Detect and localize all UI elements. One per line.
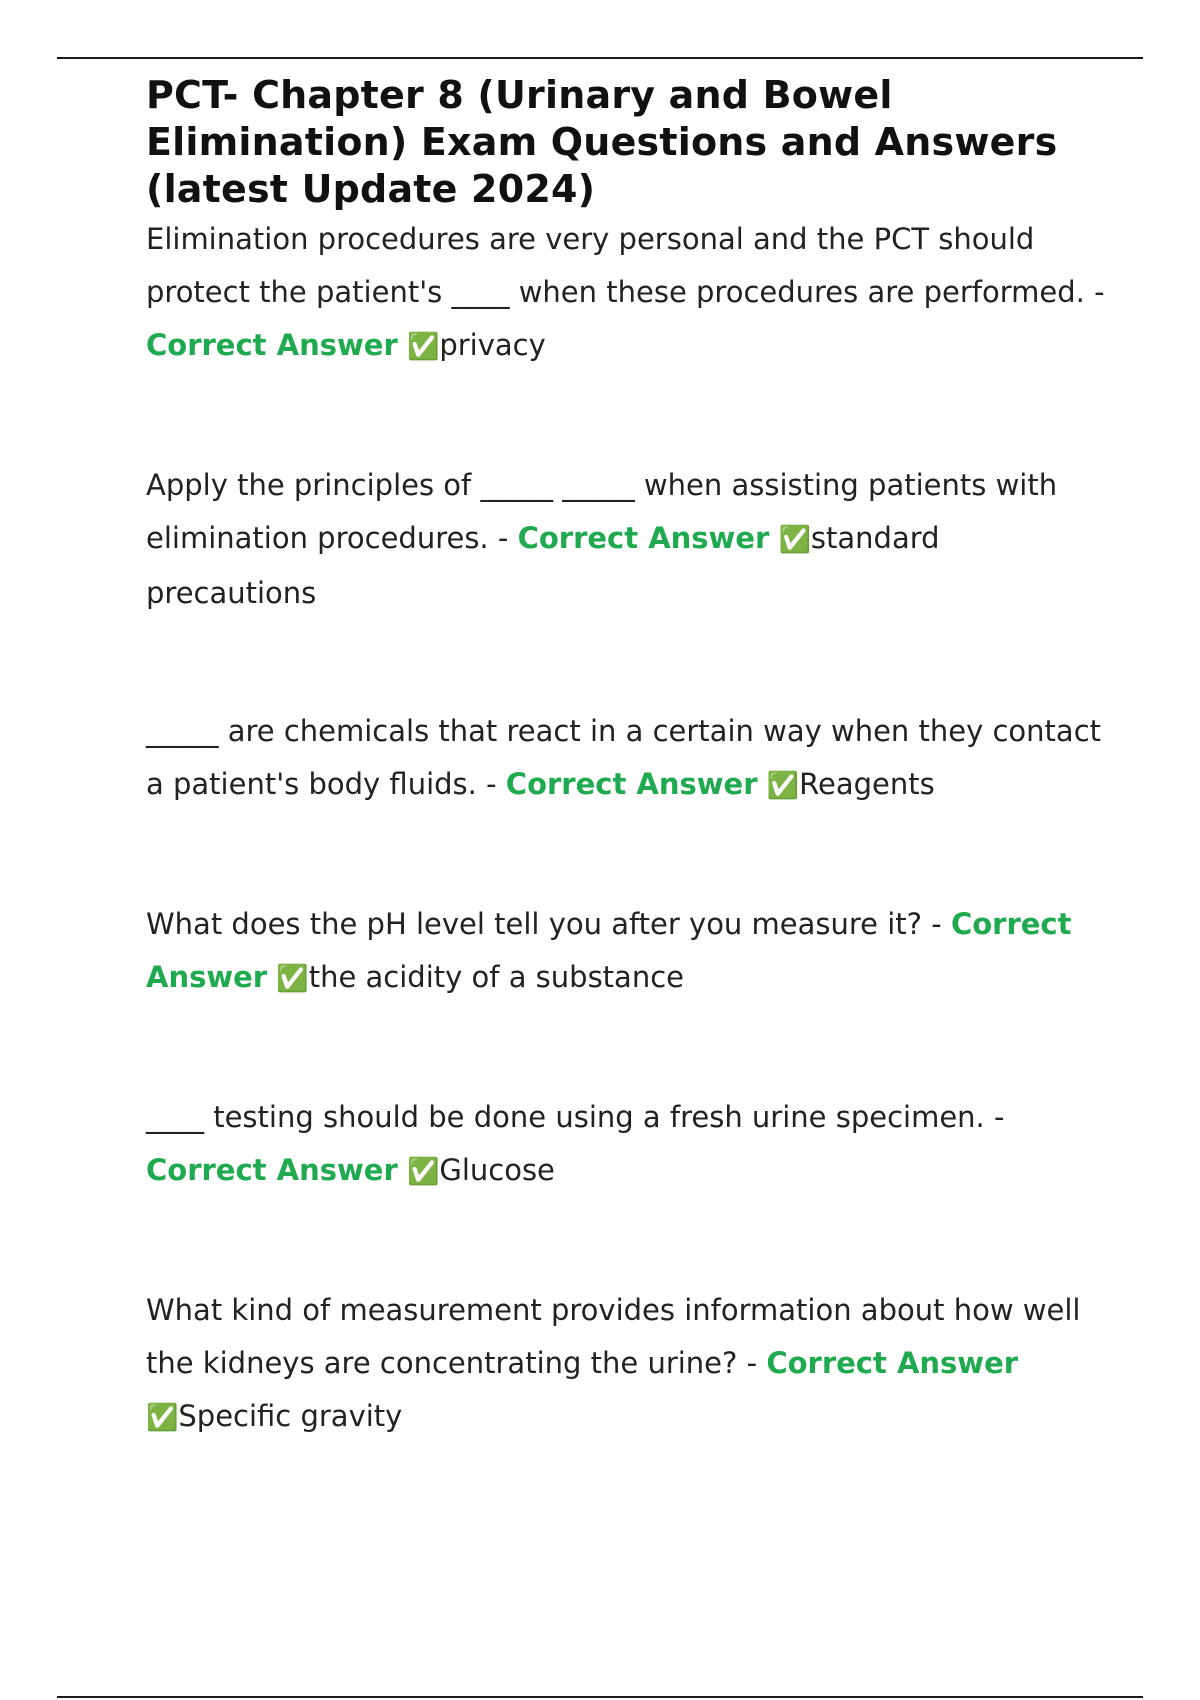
answer-text: Glucose [439,1153,555,1187]
top-rule [57,57,1143,59]
qa-item-6 [146,1284,1106,1445]
qa-item-3 [146,705,1106,813]
document-body [146,72,1106,1445]
correct-answer-label: Correct Answer [766,1346,1019,1380]
answer-text: the acidity of a substance [308,960,684,994]
page-title: PCT- Chapter 8 (Urinary and Bowel Elimination) Exam Questions and Answers (latest Update 2024) [146,73,1058,211]
question-text: ____ testing should be done using a fresh urine specimen. - [146,1100,1005,1134]
qa-item-4 [146,898,1106,1006]
question-text: What kind of measurement provides information about how well the kidneys are concentrating the urine? - [146,1293,1081,1380]
check-mark-icon: ✅ [778,525,811,555]
correct-answer-label: Correct Answer [505,767,758,801]
correct-answer-label: Correct Answer [146,328,398,362]
question-text: Elimination procedures are very personal and the PCT should protect the patient's ____ when these procedures are performed. - [146,222,1105,309]
check-mark-icon: ✅ [406,332,440,362]
answer-text: standard precautions [146,521,940,610]
correct-answer-label: Correct Answer [517,521,770,555]
question-text: What does the pH level tell you after you measure it? - [146,907,951,941]
check-mark-icon: ✅ [146,1403,179,1433]
bottom-rule [57,1696,1143,1698]
answer-text: privacy [439,328,546,362]
correct-answer-label: Correct Answer [146,907,1072,994]
check-mark-icon: ✅ [766,771,800,801]
correct-answer-label: Correct Answer [146,1153,398,1187]
answer-text: Specific gravity [178,1399,403,1433]
question-text: Apply the principles of _____ _____ when assisting patients with elimination procedures. - [146,468,1058,555]
check-mark-icon: ✅ [406,1157,440,1187]
qa-item-2 [146,459,1106,620]
check-mark-icon: ✅ [276,964,309,994]
answer-text: Reagents [799,767,935,801]
question-text: _____ are chemicals that react in a certain way when they contact a patient's body fluids. - [146,714,1102,801]
qa-item-5 [146,1091,1106,1199]
qa-item-1 [146,213,1106,374]
